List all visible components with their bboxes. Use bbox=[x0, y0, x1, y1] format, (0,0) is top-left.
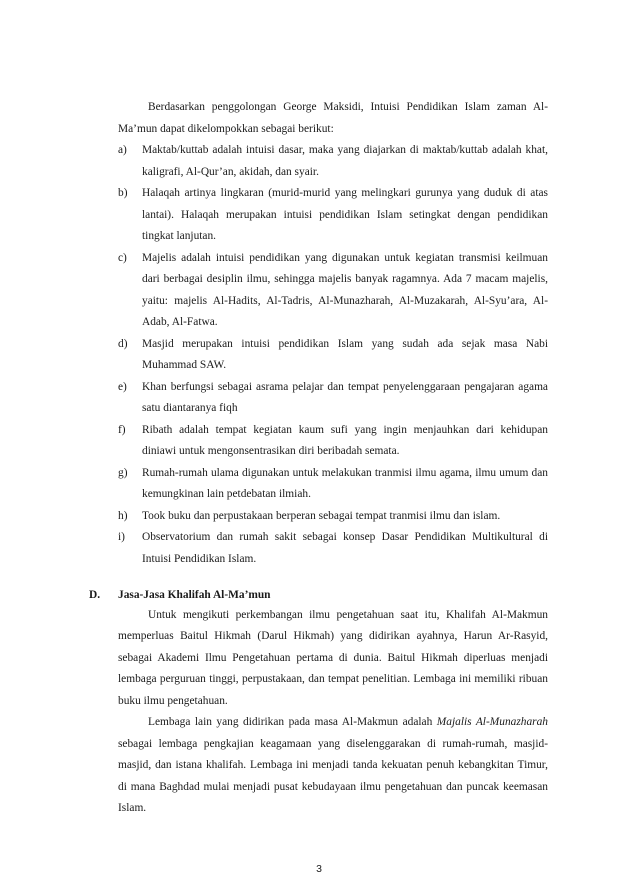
list-item-h-line-1: Took buku dan perpustakaan berperan sebagai tempat tranmisi ilmu dan islam. bbox=[142, 509, 501, 522]
page-number: 3 bbox=[316, 862, 322, 875]
list-marker-g: g) bbox=[118, 466, 128, 479]
list-item-i-line-2: Intuisi Pendidikan Islam. bbox=[142, 552, 257, 565]
intro-line-2: Ma’mun dapat dikelompokkan sebagai berikut: bbox=[118, 122, 334, 135]
para2-line-5: Islam. bbox=[118, 802, 147, 814]
list-item-b-line-3: tingkat lanjutan. bbox=[142, 230, 217, 242]
list-item-c-line-4: Adab, Al-Fatwa. bbox=[142, 316, 218, 328]
list-item-d-line-1: Masjid merupakan intuisi pendidikan Islam yang sudah ada sejak masa Nabi bbox=[142, 337, 548, 350]
para2-italic-term: Majalis Al-Munazharah bbox=[436, 716, 548, 728]
list-item-e-line-1: Khan berfungsi sebagai asrama pelajar dan tempat penyelenggaraan pengajaran agama bbox=[142, 380, 548, 393]
para1-line-4: lembaga perguruan tinggi, perpustakaan, dan tempat penelitian. Lembaga ini memiliki ribuan bbox=[118, 673, 548, 685]
section-title: Jasa-Jasa Khalifah Al-Ma’mun bbox=[118, 588, 271, 601]
list-item-a-line-2: kaligrafi, Al-Qur’an, akidah, dan syair. bbox=[142, 165, 319, 178]
list-item-c-line-2: dari berbagai desiplin ilmu, sehingga majelis banyak ragamnya. Ada 7 macam majelis, bbox=[142, 273, 548, 285]
para1-line-5: buku ilmu pengetahuan. bbox=[118, 694, 228, 707]
para2-line-1 bbox=[148, 715, 548, 729]
list-item-g-line-2: kemungkinan lain petdebatan ilmiah. bbox=[142, 488, 311, 500]
list-item-b-line-2: lantai). Halaqah merupakan intuisi pendidikan Islam setingkat dengan pendidikan bbox=[142, 208, 548, 221]
para2-line-2: sebagai lembaga pengkajian keagamaan yang diselenggarakan di rumah-rumah, masjid- bbox=[118, 737, 548, 750]
list-marker-h: h) bbox=[118, 509, 128, 522]
list-item-c-line-3: yaitu: majelis Al-Hadits, Al-Tadris, Al-Munazharah, Al-Muzakarah, Al-Syu’ara, Al- bbox=[142, 294, 548, 307]
section-marker: D. bbox=[89, 588, 101, 601]
list-item-a-line-1: Maktab/kuttab adalah intuisi dasar, maka yang diajarkan di maktab/kuttab adalah khat, bbox=[142, 144, 548, 156]
para1-line-3: sebagai Akademi Ilmu Pengetahuan pertama di dunia. Baitul Hikmah diperluas menjadi bbox=[118, 651, 548, 664]
list-item-f-line-1: Ribath adalah tempat kegiatan kaum sufi yang ingin menjauhkan dari kehidupan bbox=[142, 423, 548, 436]
para2-line-3: masjid, dan istana khalifah. Lembaga ini menjadi tanda kekuatan penuh kebangkitan Timur, bbox=[118, 759, 548, 771]
list-item-f-line-2: diniawi untuk mengonsentrasikan diri beribadah semata. bbox=[142, 445, 400, 457]
para1-line-2: memperluas Baitul Hikmah (Darul Hikmah) yang didirikan ayahnya, Harun Ar-Rasyid, bbox=[118, 630, 548, 642]
para2-line-4: di mana Baghdad mulai menjadi pusat kebudayaan ilmu pengetahuan dan puncak keemasan bbox=[118, 780, 548, 793]
list-marker-c: c) bbox=[118, 251, 127, 264]
list-item-e-line-2: satu diantaranya fiqh bbox=[142, 402, 238, 414]
list-item-d-line-2: Muhammad SAW. bbox=[142, 359, 227, 371]
list-marker-d: d) bbox=[118, 337, 128, 350]
para2-line-1-text: Lembaga lain yang didirikan pada masa Al-Makmun adalah bbox=[148, 716, 437, 728]
list-item-i-line-1: Observatorium dan rumah sakit sebagai konsep Dasar Pendidikan Multikultural di bbox=[142, 531, 548, 543]
list-item-c-line-1: Majelis adalah intuisi pendidikan yang digunakan untuk kegiatan transmisi keilmuan bbox=[142, 251, 548, 264]
list-marker-b: b) bbox=[118, 187, 128, 199]
list-marker-e: e) bbox=[118, 380, 127, 393]
list-marker-a: a) bbox=[118, 144, 127, 156]
list-item-b-line-1: Halaqah artinya lingkaran (murid-murid yang melingkari gurunya yang duduk di atas bbox=[142, 187, 548, 199]
list-marker-i: i) bbox=[118, 531, 125, 543]
list-marker-f: f) bbox=[118, 423, 126, 436]
list-item-g-line-1: Rumah-rumah ulama digunakan untuk melakukan tranmisi ilmu agama, ilmu umum dan bbox=[142, 466, 548, 479]
intro-line-1: Berdasarkan penggolongan George Maksidi, Intuisi Pendidikan Islam zaman Al- bbox=[148, 101, 548, 113]
para1-line-1: Untuk mengikuti perkembangan ilmu pengetahuan saat itu, Khalifah Al-Makmun bbox=[148, 608, 548, 621]
